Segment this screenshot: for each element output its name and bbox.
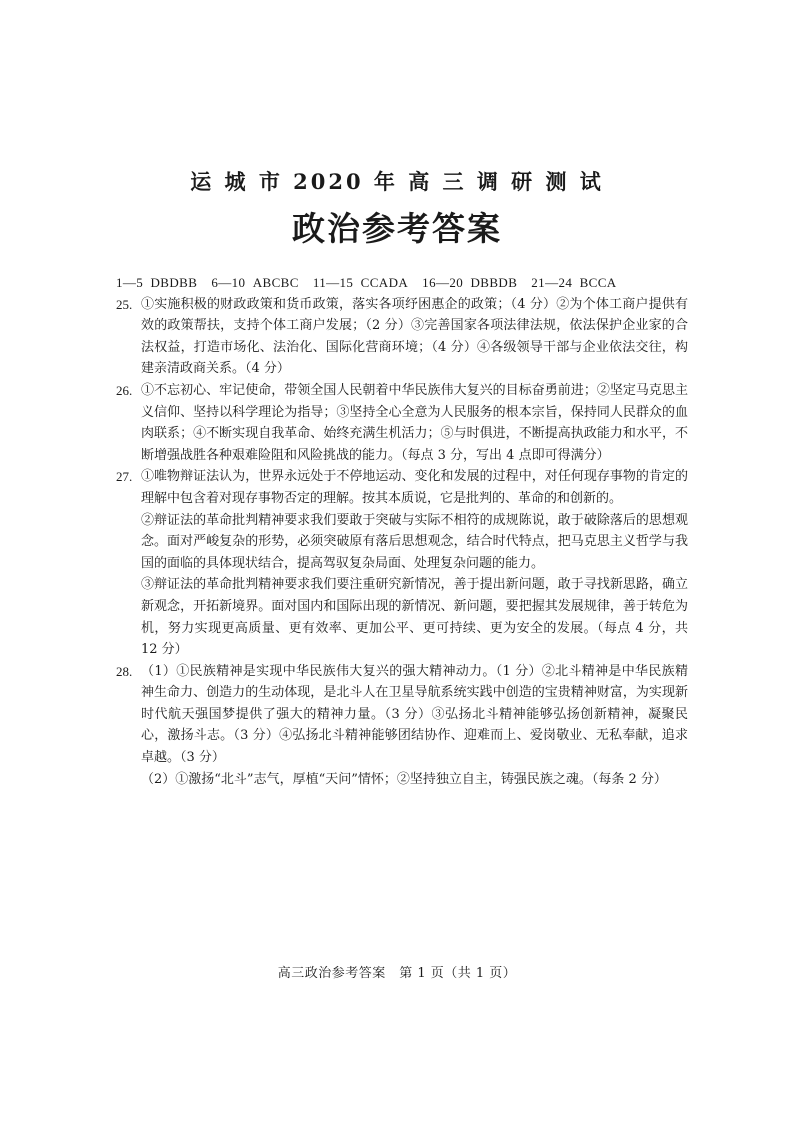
mcq-group [116, 275, 197, 290]
mcq-range: 1—5 [116, 275, 144, 290]
mcq-answers: ABCBC [252, 275, 299, 290]
question-number: 27. [116, 469, 133, 485]
question-number: 25. [116, 296, 133, 312]
mcq-answers: DBDBB [150, 275, 198, 290]
page-footer: 高三政治参考答案 第 1 页（共 1 页） [277, 966, 517, 981]
answer-paragraph: ②辩证法的革命批判精神要求我们要敢于突破与实际不相符的成规陈说，敢于破除落后的思想观念。面对严峻复杂的形势，必须突破原有落后思想观念，结合时代特点，把马克思主义哲学与我国的面临的具体现状结合，提高驾驭复杂局面、处理复杂问题的能力。 [141, 512, 688, 571]
document-subtitle: 政治参考答案 [292, 209, 502, 248]
question-27 [116, 466, 688, 660]
answer-paragraph: ①唯物辩证法认为，世界永远处于不停地运动、变化和发展的过程中，对任何现存事物的肯定的理解中包含着对现存事物否定的理解。按其本质说，它是批判的、革命的和创新的。 [141, 469, 688, 506]
question-number: 26. [116, 382, 133, 398]
answer-paragraph: （1）①民族精神是实现中华民族伟大复兴的强大精神动力。（1 分）②北斗精神是中华民族精神生命力、创造力的生动体现，是北斗人在卫星导航系统实践中创造的宝贵精神财富，为实现新时代航天强国梦提供了强大的精神力量。（3 分）③弘扬北斗精神能够弘扬创新精神，凝聚民心，激扬斗志。（3 分）④弘扬北斗精神能够团结协作、迎难而上、爱岗敬业、无私奉献，追求卓越。（3 分） [141, 663, 688, 766]
question-answer [141, 661, 688, 791]
question-answer [141, 294, 688, 380]
question-26 [116, 380, 688, 466]
answer-paragraph: ①不忘初心、牢记使命，带领全国人民朝着中华民族伟大复兴的目标奋勇前进；②坚定马克思主义信仰、坚持以科学理论为指导；③坚持全心全意为人民服务的根本宗旨，保持同人民群众的血肉联系；④不断实现自我革命、始终充满生机活力；⑤与时俱进，不断提高执政能力和水平，不断增强战胜各种艰难险阻和风险挑战的能力。（每点 3 分，写出 4 点即可得满分） [141, 382, 688, 463]
question-answer [141, 466, 688, 660]
answer-paragraph: ①实施积极的财政政策和货币政策，落实各项纾困惠企的政策；（4 分）②为个体工商户提供有效的政策帮扶，支持个体工商户发展；（2 分）③完善国家各项法律法规，依法保护企业家的合法权益，打造市场化、法治化、国际化营商环境；（4 分）④各级领导干部与企业依法交往，构建亲清政商关系。（4 分） [141, 296, 688, 377]
answer-paragraph: ③辩证法的革命批判精神要求我们要注重研究新情况，善于提出新问题，敢于寻找新思路，确立新观念，开拓新境界。面对国内和国际出现的新情况、新问题，要把握其发展规律，善于转危为机，努力实现更高质量、更有效率、更加公平、更可持续、更为安全的发展。（每点 4 分，共 12 分） [141, 577, 688, 658]
exam-title: 运 城 市 2020 年 高 三 调 研 测 试 [190, 169, 604, 194]
question-answer [141, 380, 688, 466]
mcq-range: 6—10 [211, 275, 246, 290]
mcq-group [531, 275, 616, 290]
multiple-choice-answers [116, 272, 688, 294]
answer-paragraph: （2）①激扬“北斗”志气，厚植“天问”情怀；②坚持独立自主，铸强民族之魂。（每条 2 分） [141, 771, 667, 787]
mcq-answers: BCCA [579, 275, 617, 290]
mcq-group [211, 275, 299, 290]
question-25 [116, 294, 688, 380]
mcq-answers: DBBDB [470, 275, 518, 290]
mcq-group [313, 275, 408, 290]
mcq-range: 11—15 [312, 275, 354, 290]
mcq-answers: CCADA [360, 275, 409, 290]
question-28 [116, 661, 688, 791]
mcq-range: 16—20 [422, 275, 464, 290]
question-number: 28. [116, 663, 133, 679]
answer-content [116, 272, 688, 790]
mcq-group [422, 275, 517, 290]
mcq-range: 21—24 [531, 275, 573, 290]
